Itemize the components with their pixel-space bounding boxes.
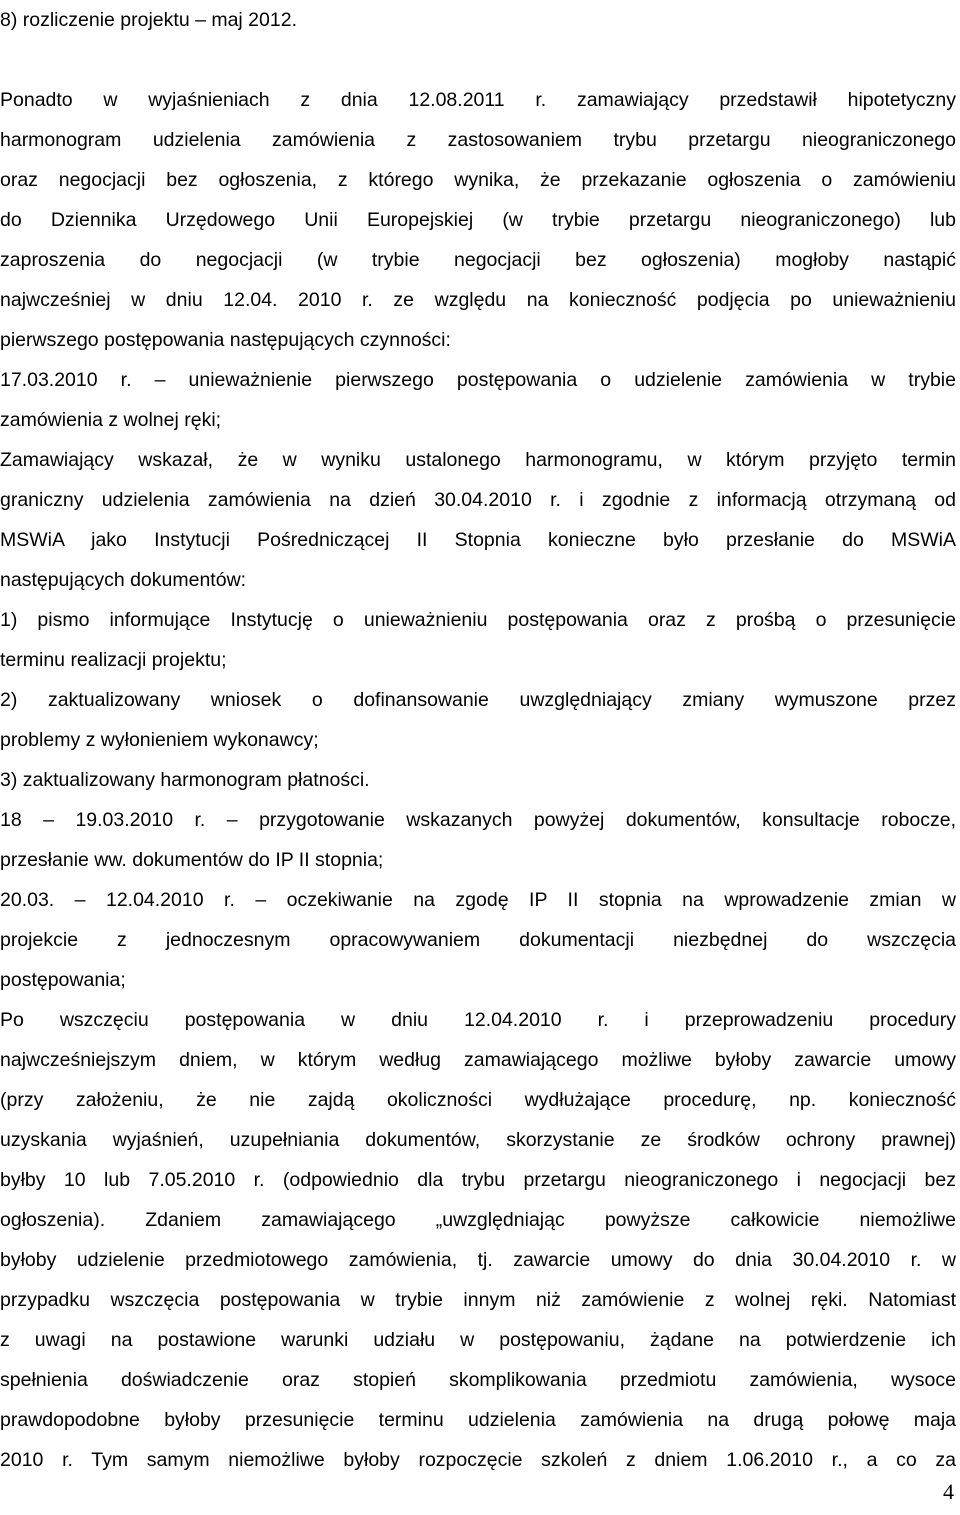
text-line: ogłoszenia). Zdaniem zamawiającego „uwzględniając powyższe całkowicie niemożliwe — [0, 1209, 956, 1231]
text-line: 2) zaktualizowany wniosek o dofinansowanie uwzględniający zmiany wymuszone przez — [0, 689, 956, 711]
text-line: najwcześniejszym dniem, w którym według zamawiającego możliwe byłoby zawarcie umowy — [0, 1049, 956, 1071]
text-line: pierwszego postępowania następujących czynności: — [0, 329, 451, 351]
text-line: 2010 r. Tym samym niemożliwe byłoby rozpoczęcie szkoleń z dniem 1.06.2010 r., a co za — [0, 1449, 956, 1471]
text-line: harmonogram udzielenia zamówienia z zastosowaniem trybu przetargu nieograniczonego — [0, 129, 956, 151]
text-line: byłoby udzielenie przedmiotowego zamówienia, tj. zawarcie umowy do dnia 30.04.2010 r. w — [0, 1249, 956, 1271]
text-line: do Dziennika Urzędowego Unii Europejskiej (w trybie przetargu nieograniczonego) lub — [0, 209, 956, 231]
text-line: najwcześniej w dniu 12.04. 2010 r. ze względu na konieczność podjęcia po unieważnieniu — [0, 289, 956, 311]
text-line: następujących dokumentów: — [0, 569, 247, 591]
text-line: zaproszenia do negocjacji (w trybie negocjacji bez ogłoszenia) mogłoby nastąpić — [0, 249, 956, 271]
text-line: Ponadto w wyjaśnieniach z dnia 12.08.2011 r. zamawiający przedstawił hipotetyczny — [0, 89, 956, 111]
text-line: z uwagi na postawione warunki udziału w postępowaniu, żądane na potwierdzenie ich — [0, 1329, 956, 1351]
page-number: 4 — [943, 1479, 954, 1504]
text-line: postępowania; — [0, 969, 126, 991]
text-line: 18 – 19.03.2010 r. – przygotowanie wskazanych powyżej dokumentów, konsultacje robocze, — [0, 809, 956, 831]
text-line: uzyskania wyjaśnień, uzupełniania dokumentów, skorzystanie ze środków ochrony prawnej) — [0, 1129, 956, 1151]
text-line: oraz negocjacji bez ogłoszenia, z którego wynika, że przekazanie ogłoszenia o zamówieniu — [0, 169, 956, 191]
text-line: Zamawiający wskazał, że w wyniku ustalonego harmonogramu, w którym przyjęto termin — [0, 449, 956, 471]
text-line: przesłanie ww. dokumentów do IP II stopnia; — [0, 849, 384, 871]
text-line: 3) zaktualizowany harmonogram płatności. — [0, 769, 370, 791]
text-line: 8) rozliczenie projektu – maj 2012. — [0, 9, 297, 31]
text-line: spełnienia doświadczenie oraz stopień skomplikowania przedmiotu zamówienia, wysoce — [0, 1369, 956, 1391]
text-line: 20.03. – 12.04.2010 r. – oczekiwanie na zgodę IP II stopnia na wprowadzenie zmian w — [0, 889, 956, 911]
text-line: zamówienia z wolnej ręki; — [0, 409, 222, 431]
text-line: przypadku wszczęcia postępowania w trybie innym niż zamówienie z wolnej ręki. Natomiast — [0, 1289, 956, 1311]
text-line: 1) pismo informujące Instytucję o unieważnieniu postępowania oraz z prośbą o przesunięcie — [0, 609, 956, 631]
text-line: (przy założeniu, że nie zajdą okoliczności wydłużające procedurę, np. konieczność — [0, 1089, 956, 1111]
text-line: MSWiA jako Instytucji Pośredniczącej II Stopnia konieczne było przesłanie do MSWiA — [0, 529, 956, 551]
text-line: 17.03.2010 r. – unieważnienie pierwszego postępowania o udzielenie zamówienia w trybie — [0, 369, 956, 391]
text-line: graniczny udzielenia zamówienia na dzień 30.04.2010 r. i zgodnie z informacją otrzymaną od — [0, 489, 956, 511]
text-line: projekcie z jednoczesnym opracowywaniem dokumentacji niezbędnej do wszczęcia — [0, 929, 956, 951]
text-line: terminu realizacji projektu; — [0, 649, 227, 671]
text-line: Po wszczęciu postępowania w dniu 12.04.2010 r. i przeprowadzeniu procedury — [0, 1009, 956, 1031]
blank-line — [0, 40, 956, 80]
text-line: problemy z wyłonieniem wykonawcy; — [0, 729, 319, 751]
text-line: prawdopodobne byłoby przesunięcie terminu udzielenia zamówienia na drugą połowę maja — [0, 1409, 956, 1431]
text-line: byłby 10 lub 7.05.2010 r. (odpowiednio dla trybu przetargu nieograniczonego i negocjacji bez — [0, 1169, 956, 1191]
